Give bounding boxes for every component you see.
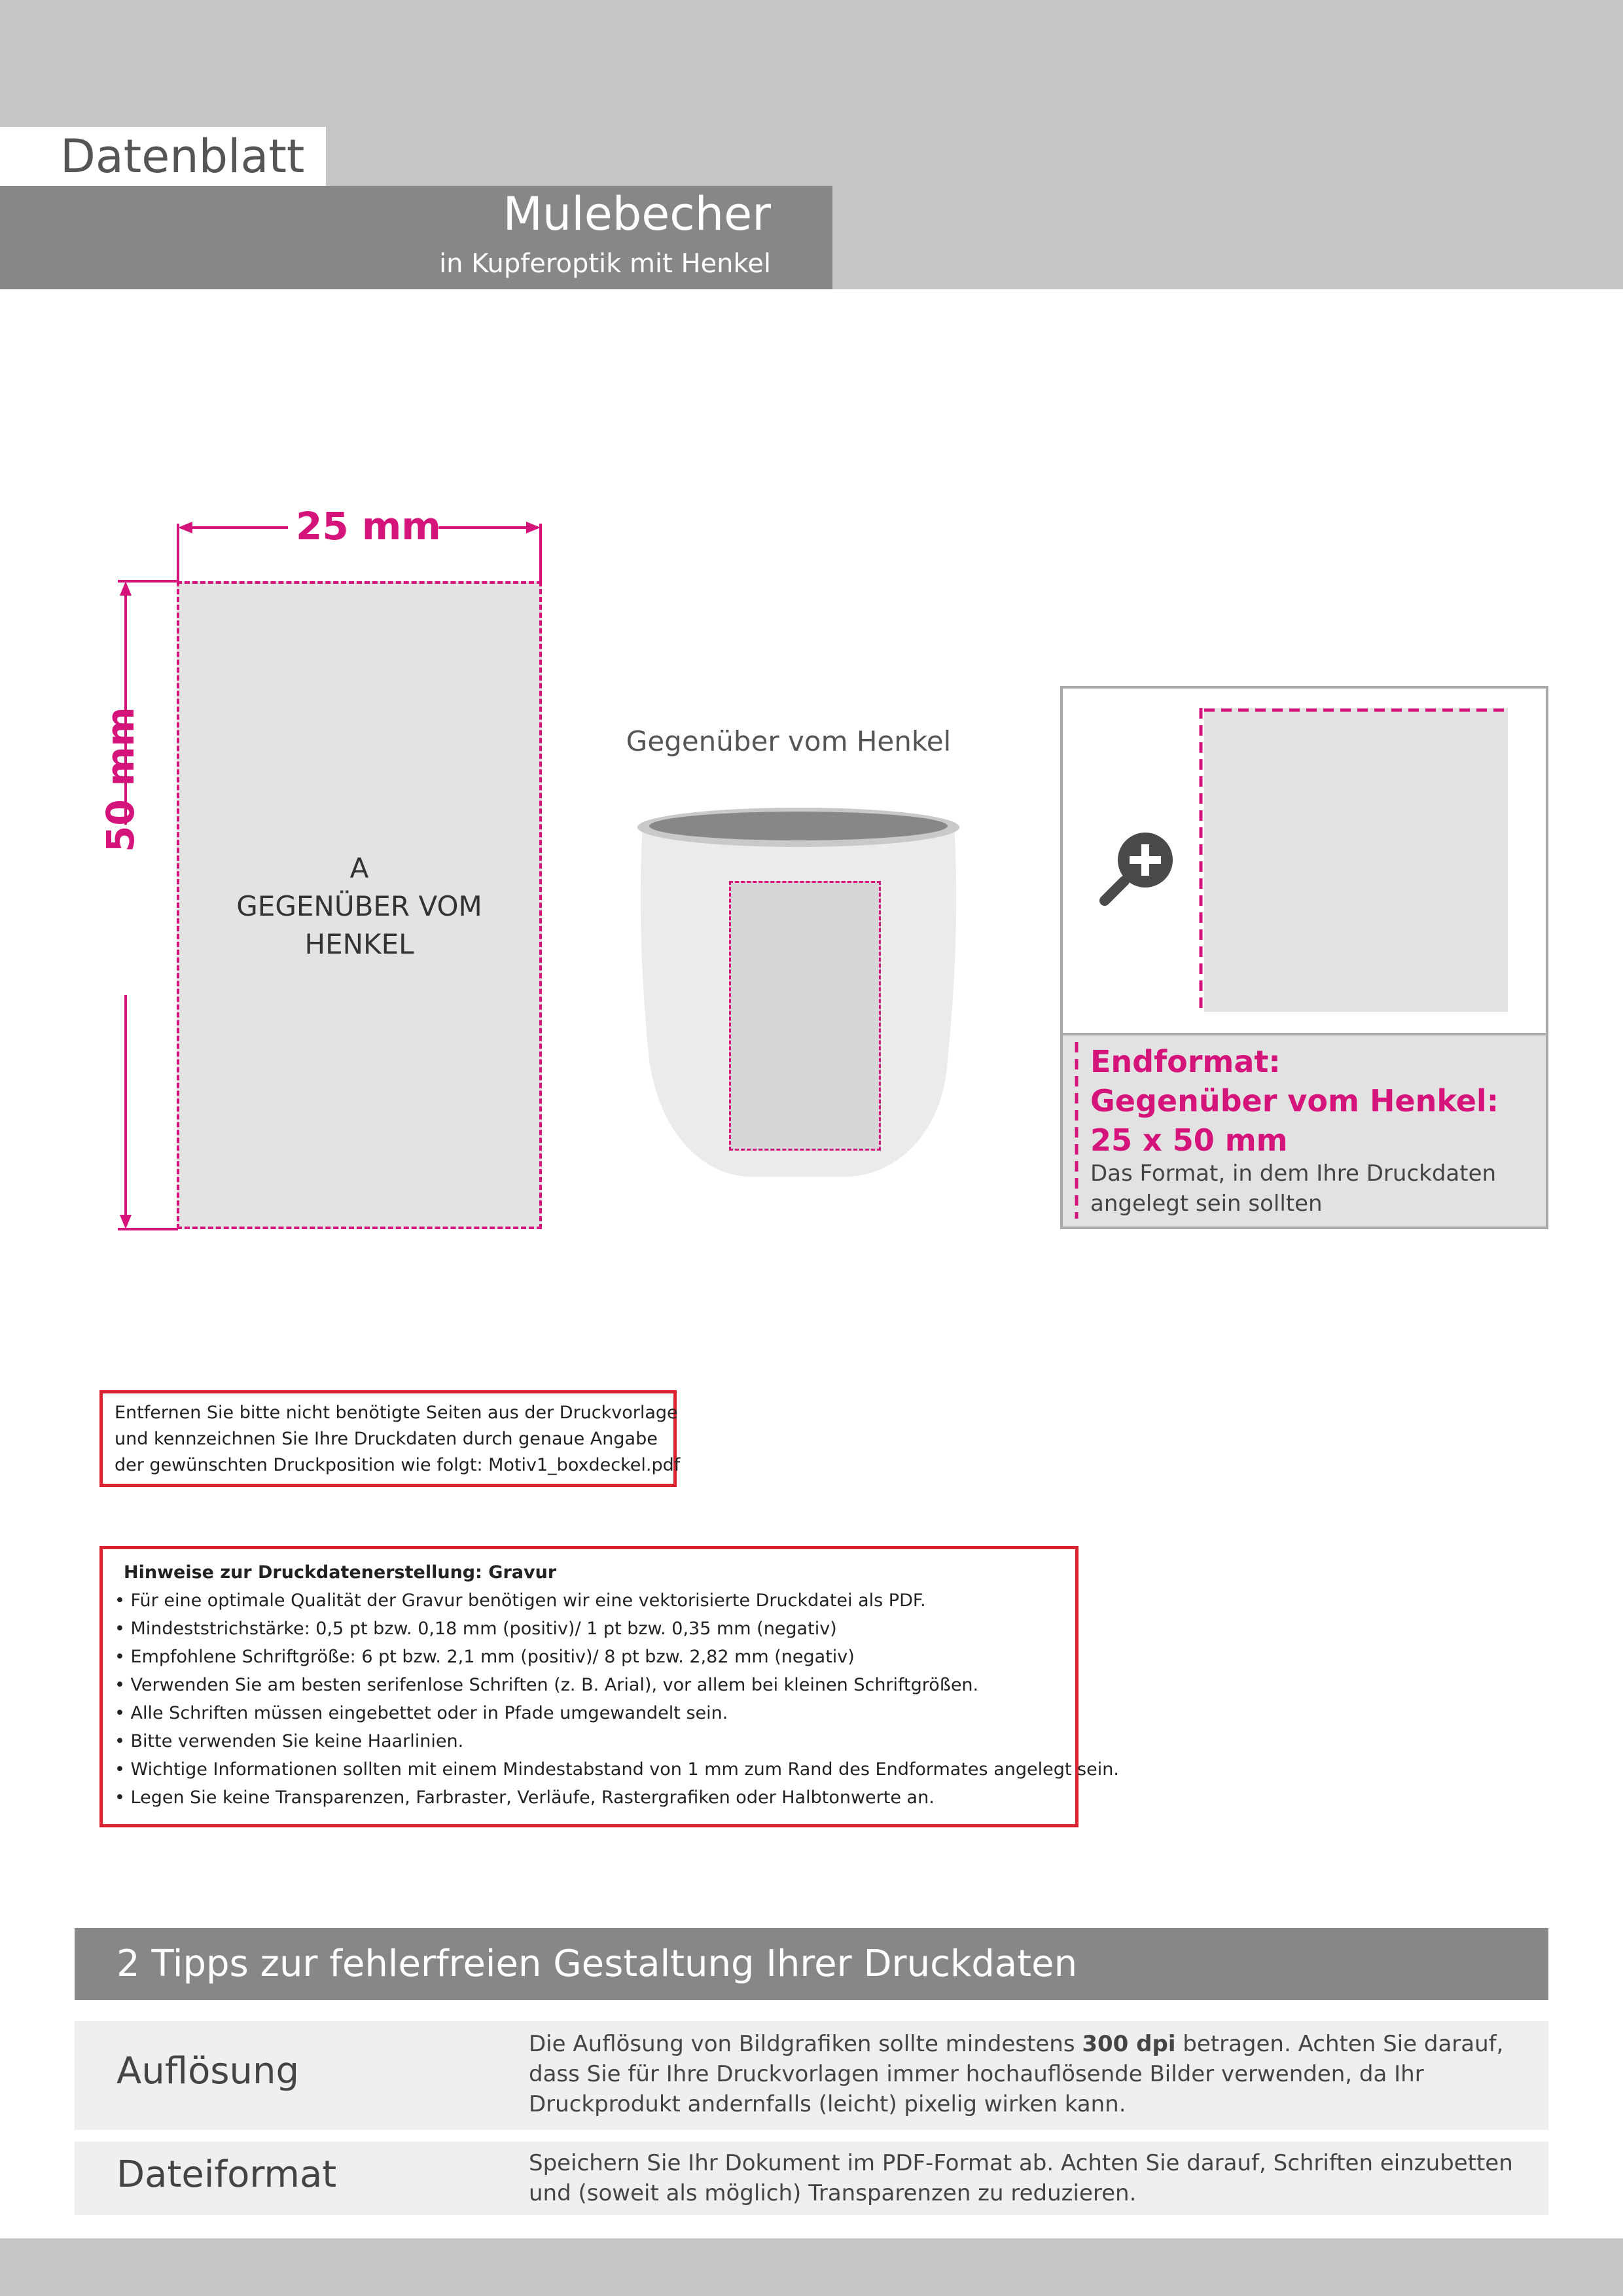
footer-band — [0, 2238, 1623, 2296]
notice-line: der gewünschten Druckposition wie folgt: Motiv1_boxdeckel.pdf — [115, 1455, 681, 1475]
final-format-position: Gegenüber vom Henkel: — [1090, 1083, 1499, 1119]
hint-item: • Empfohlene Schriftgröße: 6 pt bzw. 2,1 mm (positiv)/ 8 pt bzw. 2,82 mm (negativ) — [115, 1647, 855, 1667]
height-dimension: 50 mm — [98, 707, 143, 852]
width-dimension: 25 mm — [296, 504, 441, 548]
tip-text — [529, 2029, 1537, 2119]
print-position-label-line: GEGENÜBER VOM — [236, 890, 482, 922]
format-preview — [1204, 708, 1508, 1012]
print-position-label-line: HENKEL — [304, 928, 414, 960]
print-position-label-line: A — [349, 852, 369, 884]
tip-label: Auflösung — [116, 2050, 300, 2092]
zoom-in-icon[interactable] — [1097, 826, 1179, 908]
tip-text: Speichern Sie Ihr Dokument im PDF-Format ab. Achten Sie darauf, Schriften einzubetten und (soweit als möglich) Transparenzen zu reduzieren. — [529, 2150, 1513, 2206]
doc-type-label: Datenblatt — [60, 130, 305, 183]
final-format-heading: Endformat: — [1090, 1044, 1281, 1079]
hint-item: • Wichtige Informationen sollten mit einem Mindestabstand von 1 mm zum Rand des Endformates angelegt sein. — [115, 1759, 1119, 1780]
hint-item: • Für eine optimale Qualität der Gravur benötigen wir eine vektorisierte Druckdatei als PDF. — [115, 1590, 926, 1611]
mug-print-area — [729, 881, 881, 1151]
hint-item: • Legen Sie keine Transparenzen, Farbraster, Verläufe, Rastergrafiken oder Halbtonwerte an. — [115, 1787, 935, 1808]
format-info-edge — [1073, 1042, 1080, 1219]
hint-item: • Bitte verwenden Sie keine Haarlinien. — [115, 1731, 464, 1751]
product-subtitle: in Kupferoptik mit Henkel — [439, 249, 771, 279]
final-format-description: Das Format, in dem Ihre Druckdaten angelegt sein sollten — [1090, 1160, 1497, 1217]
mug-caption: Gegenüber vom Henkel — [626, 725, 952, 757]
hints-title: Hinweise zur Druckdatenerstellung: Gravur — [124, 1562, 557, 1583]
tip-label: Dateiformat — [116, 2153, 337, 2196]
tip-text-part: betragen. Achten Sie darauf, dass Sie für Ihre Druckvorlagen immer hochauflösende Bilder verwenden, da Ihr Druckprodukt andernfalls (leicht) pixelig wirken kann. — [529, 2031, 1504, 2117]
notice-line: und kennzeichnen Sie Ihre Druckdaten durch genaue Angabe — [115, 1429, 658, 1449]
tip-text-part: Die Auflösung von Bildgrafiken sollte mindestens — [529, 2031, 1082, 2057]
format-preview-top-edge — [1204, 707, 1509, 713]
hint-item: • Verwenden Sie am besten serifenlose Schriften (z. B. Arial), vor allem bei kleinen Schriftgrößen. — [115, 1675, 979, 1695]
tip-text-emphasis: 300 dpi — [1082, 2031, 1176, 2057]
notice-line: Entfernen Sie bitte nicht benötigte Seiten aus der Druckvorlage — [115, 1403, 678, 1423]
tips-title: 2 Tipps zur fehlerfreien Gestaltung Ihrer Druckdaten — [116, 1943, 1078, 1985]
format-preview-edge — [1198, 708, 1204, 1013]
print-position-label — [177, 850, 542, 963]
product-title: Mulebecher — [503, 187, 771, 241]
file-naming-notice — [99, 1390, 681, 1487]
hint-item: • Mindeststrichstärke: 0,5 pt bzw. 0,18 mm (positiv)/ 1 pt bzw. 0,35 mm (negativ) — [115, 1619, 837, 1639]
engraving-hints-box — [99, 1546, 1119, 1827]
final-format-size: 25 x 50 mm — [1090, 1122, 1288, 1158]
hint-item: • Alle Schriften müssen eingebettet oder in Pfade umgewandelt sein. — [115, 1703, 728, 1723]
